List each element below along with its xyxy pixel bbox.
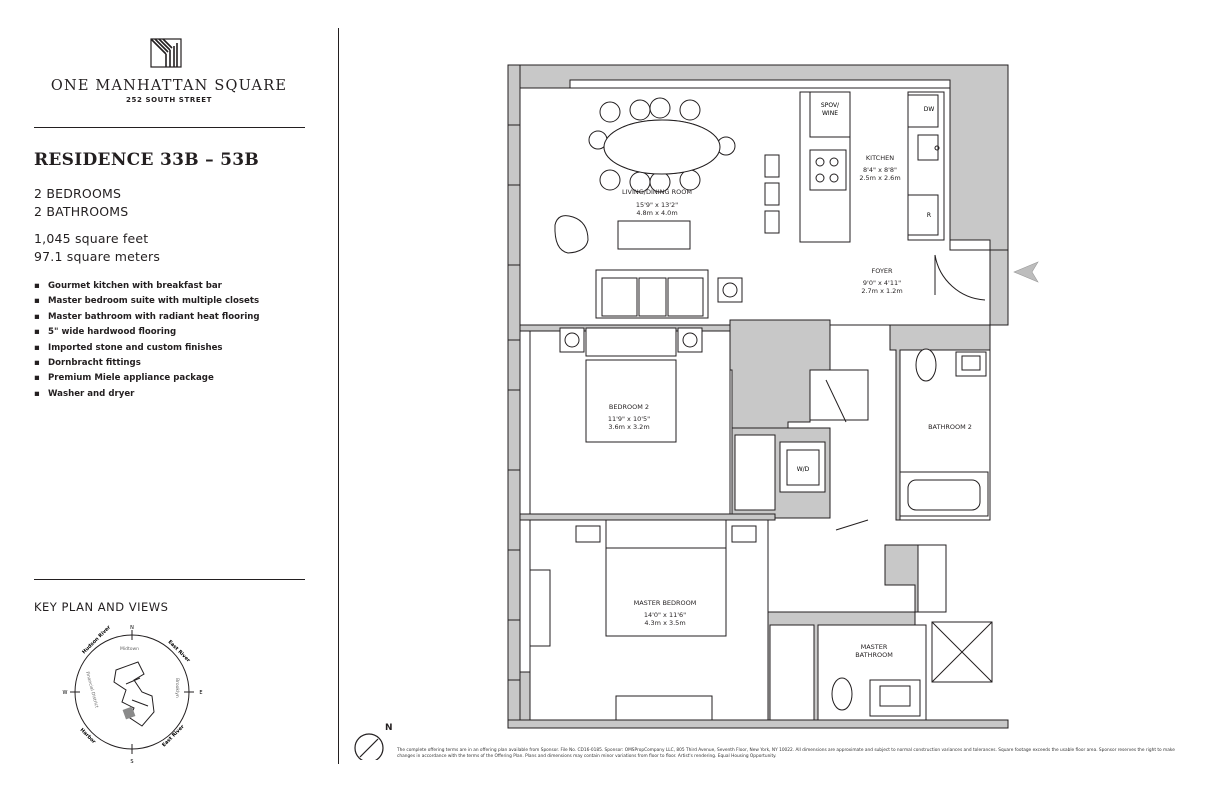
living-room-m: 4.8m x 4.0m	[636, 209, 678, 217]
wd-label: W/D	[796, 466, 810, 473]
bathroom2-name: BATHROOM 2	[928, 423, 972, 431]
feature-item: ▪ Premium Miele appliance package	[34, 373, 214, 384]
building-logo-icon	[150, 38, 182, 68]
feature-item: ▪ Gourmet kitchen with breakfast bar	[34, 281, 222, 291]
bedroom-count: 2 BEDROOMS	[34, 186, 122, 201]
foyer-ft: 9'0" x 4'11"	[862, 279, 902, 287]
master-bath-name-2: BATHROOM	[855, 651, 893, 659]
compass-s: S	[130, 759, 134, 765]
master-bedroom-name: MASTER BEDROOM	[633, 599, 697, 607]
bedroom2-name: BEDROOM 2	[608, 403, 650, 411]
feature-item: ▪ Imported stone and custom finishes	[34, 342, 223, 353]
view-financial: Financial District	[84, 671, 99, 709]
kitchen-ft: 8'4" x 8'8"	[862, 166, 898, 174]
entry-arrow-icon	[1014, 262, 1038, 282]
feature-item: ▪ Master bedroom suite with multiple closets	[34, 296, 260, 307]
view-east-river-s: East River	[161, 723, 186, 749]
feature-item: ▪ Washer and dryer	[34, 388, 135, 399]
key-plan-compass	[60, 622, 210, 767]
dw-label: DW	[923, 106, 935, 113]
view-harbor: Harbor	[78, 727, 97, 746]
foyer-m: 2.7m x 1.2m	[861, 287, 903, 295]
kitchen-name: KITCHEN	[865, 154, 895, 162]
square-feet: 1,045 square feet	[34, 231, 149, 246]
compass-e: E	[199, 690, 203, 696]
feature-list	[34, 279, 260, 402]
residence-title: RESIDENCE 33B – 53B	[34, 150, 260, 170]
foyer-name: FOYER	[871, 267, 893, 275]
compass-n: N	[130, 625, 134, 631]
legal-disclaimer: The complete offering terms are in an offering plan available from Sponsor. File No. CD16-0185. Sponsor: OMSPropCompany LLC, 805 Third Avenue, Seventh Floor, New York, NY 10022. All dimensions are approximate and subject to normal construction variances and tolerances. Square footage exceeds the usable floor area. Sponsor reserves the right to make changes in accordance with the terms of the Offering Plan. Plans and dimensions may contain minor variations from floor to floor. Artist's rendering. Equal Housing Opportunity.	[397, 748, 1175, 759]
r-label: R	[926, 212, 932, 219]
bedroom2-m: 3.6m x 3.2m	[608, 423, 650, 431]
kitchen-m: 2.5m x 2.6m	[859, 174, 901, 182]
svg-text:N: N	[385, 723, 393, 733]
panel-divider	[338, 28, 339, 764]
feature-item: ▪ 5" wide hardwood flooring	[34, 327, 177, 338]
bottom-rule	[34, 579, 305, 580]
refrigerator	[908, 195, 938, 235]
compass-w: W	[62, 690, 68, 696]
master-bedroom-ft: 14'0" x 11'6"	[643, 611, 687, 619]
view-brooklyn: Brooklyn	[174, 678, 179, 698]
floor-plan	[340, 40, 1224, 760]
living-room-name: LIVING/DINING ROOM	[621, 188, 693, 196]
view-hudson: Hudson River	[81, 624, 113, 656]
top-rule	[34, 127, 305, 128]
keyplan-title: KEY PLAN AND VIEWS	[34, 600, 169, 614]
bedroom2-ft: 11'9" x 10'5"	[607, 415, 651, 423]
spov-label: SPOV/	[820, 102, 840, 109]
master-bedroom-m: 4.3m x 3.5m	[644, 619, 686, 627]
brand-address: 252 SOUTH STREET	[126, 96, 212, 104]
view-east-river-n: East River	[166, 639, 192, 664]
view-midtown: Midtown	[120, 647, 140, 652]
square-meters: 97.1 square meters	[34, 249, 161, 264]
master-bath-name: MASTER	[860, 643, 888, 651]
brand-name: ONE MANHATTAN SQUARE	[50, 78, 288, 94]
wine-label: WINE	[822, 110, 838, 117]
feature-item: ▪ Master bathroom with radiant heat flooring	[34, 311, 260, 322]
bathroom-count: 2 BATHROOMS	[34, 204, 129, 219]
north-arrow-icon	[355, 723, 393, 760]
feature-item: ▪ Dornbracht fittings	[34, 357, 141, 368]
cooktop	[810, 150, 846, 190]
living-room-ft: 15'9" x 13'2"	[635, 201, 679, 209]
